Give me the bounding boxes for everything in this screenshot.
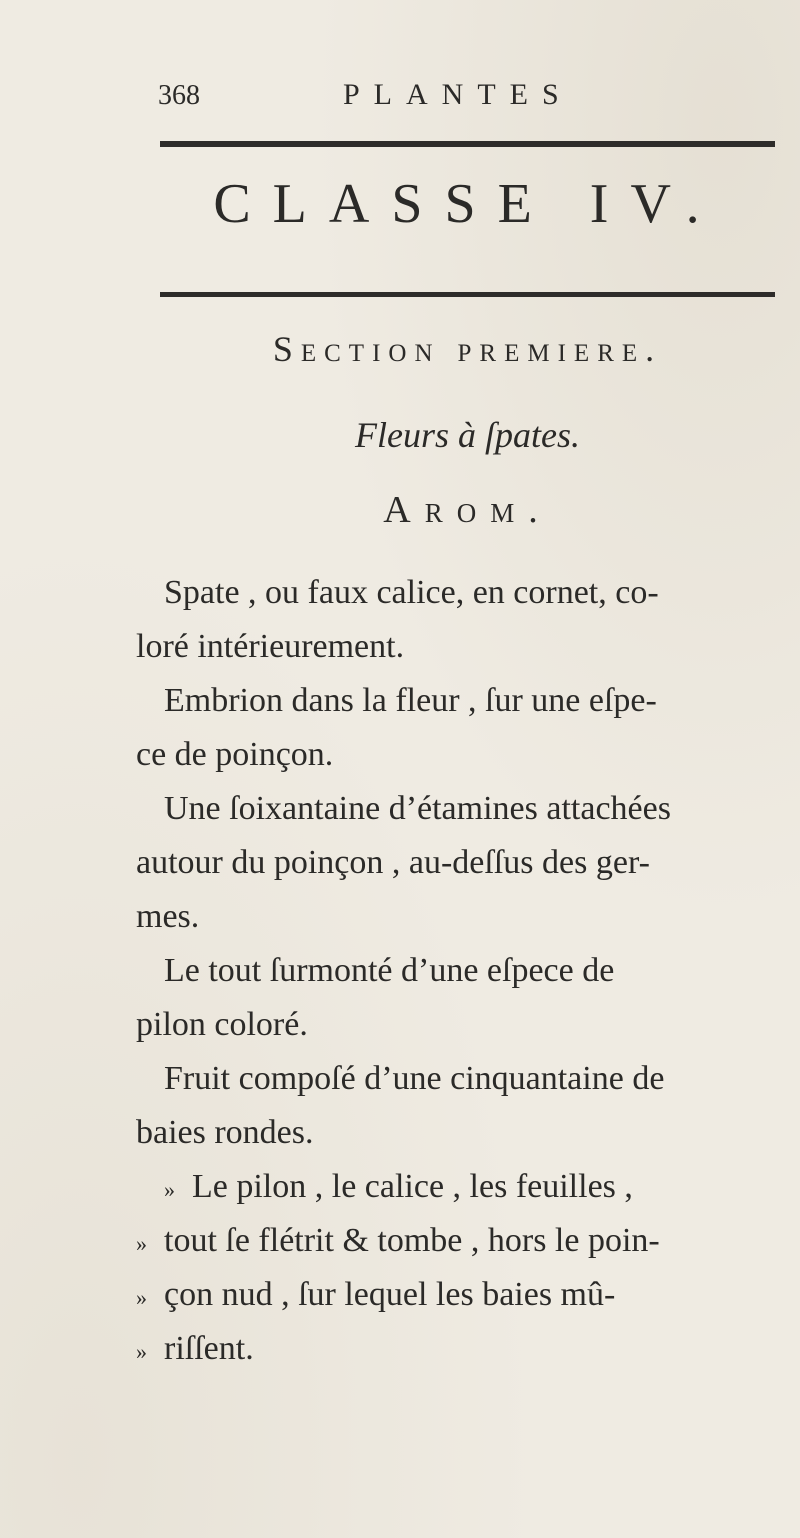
- text-line: loré intérieurement.: [136, 628, 405, 665]
- quote-mark: »: [136, 1285, 147, 1310]
- page-number: 368: [158, 80, 200, 111]
- quoted-text: tout ſe flétrit & tombe , hors le poin-: [164, 1222, 660, 1259]
- text-line: Une ſoixantaine d’étamines attachées: [164, 790, 671, 827]
- quoted-line: [136, 1160, 762, 1214]
- genus-heading: Arom.: [383, 489, 552, 531]
- running-head: [158, 78, 628, 118]
- quoted-line: [136, 1322, 762, 1376]
- quoted-text: çon nud , ſur lequel les baies mû-: [164, 1276, 616, 1313]
- text-line: baies rondes.: [136, 1114, 314, 1151]
- quoted-line: [136, 1268, 762, 1322]
- quote-mark: »: [136, 1339, 147, 1364]
- text-line: autour du poinçon , au-deſſus des ger-: [136, 844, 650, 881]
- text-line: mes.: [136, 898, 200, 935]
- top-rule: [160, 141, 775, 147]
- body-text: [136, 566, 762, 1376]
- quote-mark: »: [136, 1231, 147, 1256]
- text-line: Fruit compoſé d’une cinquantaine de: [164, 1060, 665, 1097]
- bottom-rule: [160, 292, 775, 297]
- text-line: Embrion dans la fleur , ſur une eſpe-: [164, 682, 657, 719]
- quote-mark: »: [164, 1177, 175, 1202]
- quoted-text: riſſent.: [164, 1330, 254, 1367]
- quoted-text: Le pilon , le calice , les feuilles ,: [192, 1168, 633, 1205]
- running-title: PLANTES: [343, 78, 573, 111]
- subtitle: Fleurs à ſpates.: [355, 415, 580, 455]
- section-title: Section premiere.: [272, 329, 663, 369]
- quoted-line: [136, 1214, 762, 1268]
- class-title: CLASSE IV.: [213, 173, 722, 235]
- text-line: ce de poinçon.: [136, 736, 334, 773]
- text-line: Spate , ou faux calice, en cornet, co-: [164, 574, 659, 611]
- text-line: pilon coloré.: [136, 1006, 308, 1043]
- text-line: Le tout ſurmonté d’une eſpece de: [164, 952, 615, 989]
